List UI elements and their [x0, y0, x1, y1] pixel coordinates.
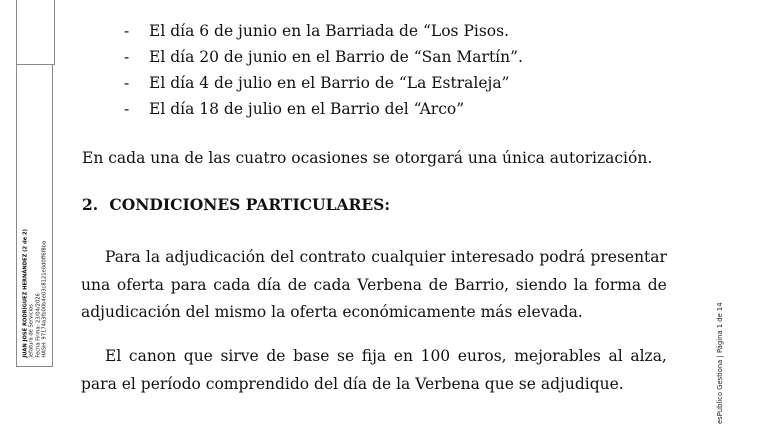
word: de: [266, 347, 286, 365]
word: mejorables: [514, 347, 601, 365]
signature-date: Fecha Firma: 23/04/2026: [35, 293, 42, 358]
word: presentar: [590, 248, 667, 266]
word: podrá: [539, 248, 586, 266]
word: euros,: [457, 347, 507, 365]
word: 100: [420, 347, 451, 365]
bullet-marker: -: [124, 100, 130, 118]
word: de: [428, 275, 448, 294]
word: forma: [594, 275, 642, 294]
side-footer: esPublico Gestiona | Página 1 de 14: [716, 302, 724, 424]
word: interesado: [450, 248, 535, 266]
signature-text: [22, 118, 48, 358]
signature-name: JUAN JOSÉ RODRÍGUEZ HERNÁNDEZ (2 de 2): [22, 229, 29, 358]
list-item-text: El día 18 de julio en el Barrio del “Arco”: [149, 100, 465, 118]
paragraph-line: [81, 244, 667, 272]
signature-hash: HASH: 97174a3fb00b4e03c8121e0d0ff6f8ba: [41, 241, 48, 358]
word: de: [287, 275, 307, 294]
list-item: [124, 47, 523, 73]
word: oferta: [116, 275, 165, 294]
word: siendo: [515, 275, 568, 294]
section-number: 2.: [82, 195, 99, 214]
word: El: [105, 347, 122, 365]
list-item-text: El día 20 de junio en el Barrio de “San Martín”.: [149, 48, 523, 66]
word: se: [337, 347, 355, 365]
word: en: [393, 347, 413, 365]
list-item-text: El día 6 de junio en la Barriada de “Los Pisos.: [149, 22, 509, 40]
paragraph-line: para el período comprendido del día de la Verbena que se adjudique.: [81, 374, 624, 393]
word: alza,: [630, 347, 667, 365]
paragraph-line: adjudicación del mismo la oferta económicamente más elevada.: [81, 303, 583, 321]
word: día: [256, 275, 282, 294]
word: una: [81, 275, 111, 294]
word: Para: [105, 248, 141, 266]
word: cualquier: [371, 248, 446, 266]
list-item-text: El día 4 de julio en el Barrio de “La Estraleja”: [149, 74, 510, 92]
word: para: [170, 275, 207, 294]
word: al: [608, 347, 623, 365]
bullet-marker: -: [124, 48, 130, 66]
word: canon: [128, 347, 177, 365]
signature-box-top: [16, 0, 55, 65]
word: de: [647, 275, 667, 294]
bullet-marker: -: [124, 22, 130, 40]
word: contrato: [299, 248, 366, 266]
signature-role: Jefatura de Servicios: [28, 304, 35, 358]
word: del: [270, 248, 295, 266]
word: fija: [361, 347, 387, 365]
word: cada: [213, 275, 251, 294]
date-list: [124, 21, 523, 125]
word: la: [145, 248, 161, 266]
section-heading: [82, 195, 390, 214]
word: base: [293, 347, 330, 365]
word: que: [183, 347, 213, 365]
authorizations-paragraph: En cada una de las cuatro ocasiones se otorgará una única autorización.: [82, 149, 653, 167]
word: Barrio,: [454, 275, 510, 294]
canon-paragraph: [81, 343, 667, 398]
adjudication-paragraph: [81, 244, 667, 327]
word: la: [573, 275, 588, 294]
word: sirve: [220, 347, 259, 365]
paragraph-line: [81, 272, 667, 300]
list-item: [124, 73, 523, 99]
signature-box: [16, 64, 53, 367]
paragraph-line: [81, 343, 667, 371]
list-item: [124, 21, 523, 47]
word: cada: [313, 275, 351, 294]
word: adjudicación: [165, 248, 266, 266]
bullet-marker: -: [124, 74, 130, 92]
section-title: CONDICIONES PARTICULARES:: [109, 195, 391, 214]
list-item: [124, 99, 523, 125]
word: Verbena: [357, 275, 422, 294]
